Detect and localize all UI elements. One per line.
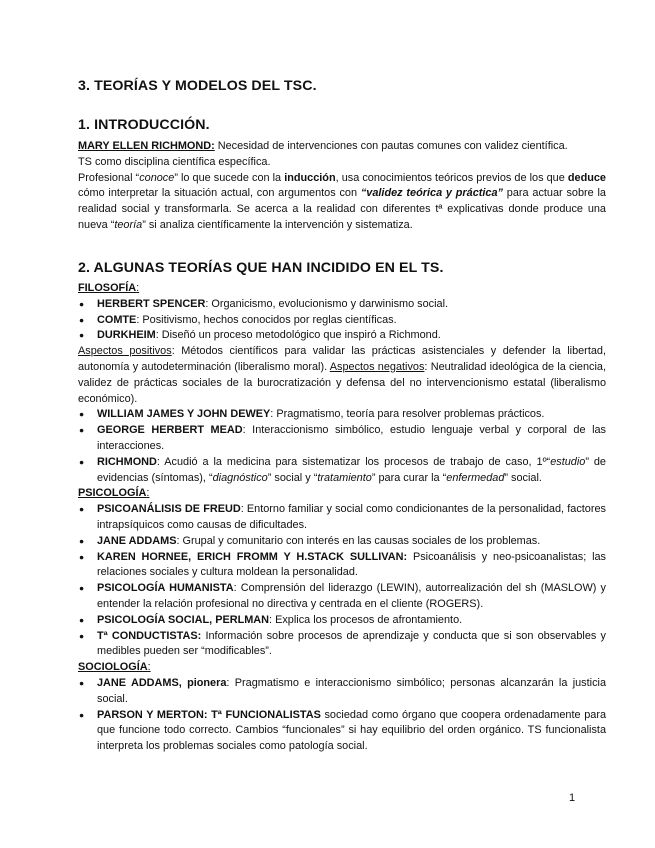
filosofia-label: FILOSOFÍA: — [78, 282, 140, 294]
list-item: ● COMTE: Positivismo, hechos conocidos por reglas científicas. — [78, 313, 606, 329]
intro-heading: 1. INTRODUCCIÓN. — [78, 117, 210, 133]
section-heading: 3. TEORÍAS Y MODELOS DEL TSC. — [78, 78, 317, 94]
list-item: ● JANE ADDAMS, pionera: Pragmatismo e interaccionismo simbólico; personas alcanzarán la justicia social. — [78, 676, 606, 708]
intro-paragraph-2: TS como disciplina científica específica. — [78, 155, 271, 168]
theories-block — [78, 281, 606, 755]
list-item: ● WILLIAM JAMES Y JOHN DEWEY: Pragmatismo, teoría para resolver problemas prácticos. — [78, 407, 606, 423]
list-item: ● JANE ADDAMS: Grupal y comunitario con interés en las causas sociales de los problemas. — [78, 534, 606, 550]
filosofia-list-2 — [78, 407, 606, 486]
list-item: ● PSICOLOGÍA HUMANISTA: Comprensión del liderazgo (LEWIN), autorrealización del sh (MASLOW) y entender la relación profesional no directiva y centrada en el cliente (ROGERS). — [78, 581, 606, 613]
filosofia-list — [78, 297, 606, 344]
sociologia-list — [78, 676, 606, 755]
list-item: ● GEORGE HERBERT MEAD: Interaccionismo simbólico, estudio lenguaje verbal y corporal de las interacciones. — [78, 423, 606, 455]
psicologia-label: PSICOLOGÍA: — [78, 487, 150, 500]
richmond-name: MARY ELLEN RICHMOND: — [78, 140, 215, 152]
psicologia-list — [78, 502, 606, 660]
aspects-paragraph: Aspectos positivos: Métodos científicos para validar las prácticas asistenciales y defender la libertad, autonomía y autodeterminación (liberalismo moral). Aspectos negativos: Neutralidad ideológica de la ciencia, validez de prácticas sociales de la burocratización y defensa del no intervencionismo estatal (liberalismo económico). — [78, 345, 606, 405]
list-item: ● KAREN HORNEE, ERICH FROMM Y H.STACK SULLIVAN: Psicoanálisis y neo-psicoanalistas; las relaciones sociales y cultura moldean la personalidad. — [78, 550, 606, 582]
sociologia-label: SOCIOLOGÍA: — [78, 661, 151, 674]
intro-block — [78, 139, 606, 234]
list-item: ● PSICOLOGÍA SOCIAL, PERLMAN: Explica los procesos de afrontamiento. — [78, 613, 606, 629]
list-item: ● Tª CONDUCTISTAS: Información sobre procesos de aprendizaje y conducta que si son observables y medibles pueden ser “modificables”. — [78, 629, 606, 661]
intro-paragraph-3: Profesional “conoce” lo que sucede con la inducción, usa conocimientos teóricos previos de los que deduce cómo interpretar la situación actual, con argumentos con “validez teórica y práctica” para actuar sobre la realidad social y transformarla. Se acerca a la realidad con diferentes tª explicativas donde produce una nueva “teoría” si analiza científicamente la intervención y sistematiza. — [78, 171, 606, 231]
list-item: ● DURKHEIM: Diseñó un proceso metodológico que inspiró a Richmond. — [78, 328, 606, 344]
page-number: 1 — [569, 792, 576, 804]
list-item: ● PSICOANÁLISIS DE FREUD: Entorno familiar y social como condicionantes de la personalidad, factores intrapsíquicos como causas de dificultades. — [78, 502, 606, 534]
intro-paragraph-1: MARY ELLEN RICHMOND: Necesidad de intervenciones con pautas comunes con validez científica. — [78, 140, 568, 152]
theories-heading: 2. ALGUNAS TEORÍAS QUE HAN INCIDIDO EN EL TS. — [78, 260, 444, 276]
list-item: ● RICHMOND: Acudió a la medicina para sistematizar los procesos de trabajo de caso, 1º“estudio” de evidencias (síntomas), “diagnóstico” social y “tratamiento” para curar la “enfermedad” social. — [78, 455, 606, 487]
list-item: ● HERBERT SPENCER: Organicismo, evolucionismo y darwinismo social. — [78, 297, 606, 313]
list-item: ● PARSON Y MERTON: Tª FUNCIONALISTAS sociedad como órgano que coopera ordenadamente para que funcione todo correcto. Cambios “funcionales” si hay equilibrio del orden orgánico. TS funcionalista interpreta los problemas sociales como patología social. — [78, 708, 606, 755]
